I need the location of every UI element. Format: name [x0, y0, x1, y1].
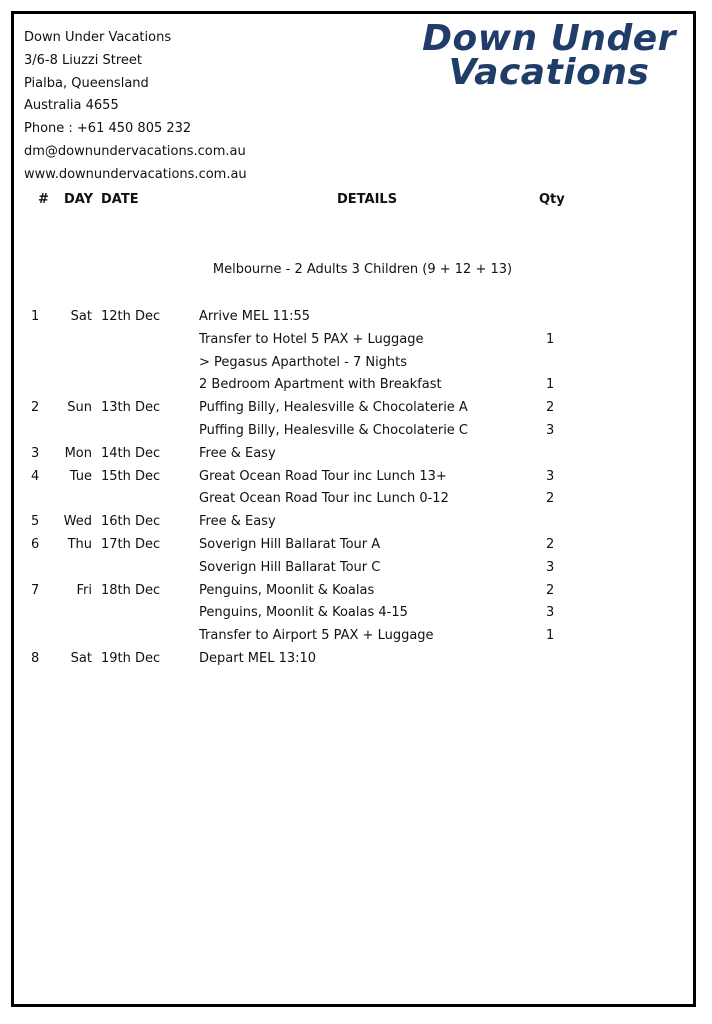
row-day: Tue: [69, 468, 92, 484]
itinerary-row: [0, 352, 712, 375]
itinerary-row: [0, 602, 712, 625]
row-day: Fri: [76, 582, 92, 598]
itinerary-row: [0, 466, 712, 489]
header-day: DAY: [64, 192, 94, 207]
row-details: Depart MEL 13:10: [199, 650, 317, 666]
row-details: Soverign Hill Ballarat Tour C: [199, 559, 381, 575]
itinerary-row: [0, 374, 712, 397]
itinerary-row: [0, 511, 712, 534]
row-date: 12th Dec: [101, 309, 161, 324]
row-date: 16th Dec: [101, 514, 161, 530]
itinerary-row: [0, 625, 712, 648]
company-logo: [408, 18, 690, 93]
itinerary-row: [0, 420, 712, 443]
header-qty: Qty: [539, 192, 565, 207]
row-number: 5: [31, 514, 40, 530]
row-qty: 1: [546, 628, 555, 644]
row-qty: 2: [546, 400, 555, 416]
row-date: 14th Dec: [101, 445, 161, 461]
row-details: Arrive MEL 11:55: [199, 309, 311, 324]
row-date: 17th Dec: [101, 536, 161, 552]
itinerary-row: [0, 557, 712, 580]
row-day: Sat: [70, 309, 92, 324]
address-line: Down Under Vacations: [24, 30, 172, 45]
row-day: Thu: [67, 536, 92, 552]
company-address: [24, 27, 247, 187]
row-details: Free & Easy: [199, 514, 276, 530]
row-qty: 2: [546, 491, 555, 507]
row-details: Great Ocean Road Tour inc Lunch 0-12: [199, 491, 449, 507]
logo-line: Down Under: [422, 18, 676, 59]
header-date: DATE: [101, 192, 139, 207]
itinerary-table: [0, 306, 712, 671]
row-details: > Pegasus Aparthotel - 7 Nights: [199, 354, 408, 370]
address-website: www.downundervacations.com.au: [24, 166, 247, 182]
row-details: Puffing Billy, Healesville & Chocolaterie C: [199, 422, 469, 438]
row-number: 4: [31, 468, 40, 484]
row-day: Mon: [64, 445, 92, 461]
row-qty: 3: [546, 422, 555, 438]
row-details: Puffing Billy, Healesville & Chocolaterie A: [199, 400, 468, 416]
row-qty: 3: [546, 559, 555, 575]
address-line: Australia 4655: [24, 98, 119, 114]
row-qty: 3: [546, 605, 555, 621]
row-details: Great Ocean Road Tour inc Lunch 13+: [199, 468, 447, 484]
address-line: 3/6-8 Liuzzi Street: [24, 52, 143, 68]
header-details: DETAILS: [337, 192, 398, 207]
row-number: 2: [31, 400, 40, 416]
row-qty: 2: [546, 536, 555, 552]
trip-subtitle: Melbourne - 2 Adults 3 Children (9 + 12 + 13): [212, 262, 513, 277]
row-number: 7: [31, 582, 40, 598]
itinerary-row: [0, 648, 712, 671]
row-day: Sun: [67, 400, 92, 416]
row-qty: 1: [546, 331, 555, 347]
row-qty: 2: [546, 582, 555, 598]
itinerary-row: [0, 580, 712, 603]
row-details: Penguins, Moonlit & Koalas: [199, 582, 375, 598]
row-details: Penguins, Moonlit & Koalas 4-15: [199, 605, 408, 621]
address-line: Pialba, Queensland: [24, 75, 149, 91]
row-details: Free & Easy: [199, 445, 276, 461]
row-details: Transfer to Hotel 5 PAX + Luggage: [199, 331, 424, 347]
row-details: Transfer to Airport 5 PAX + Luggage: [199, 628, 434, 644]
row-date: 19th Dec: [101, 650, 161, 666]
row-qty: 3: [546, 468, 555, 484]
itinerary-row: [0, 329, 712, 352]
row-details: Soverign Hill Ballarat Tour A: [199, 536, 381, 552]
row-day: Sat: [70, 650, 92, 666]
address-email: dm@downundervacations.com.au: [24, 143, 246, 159]
row-day: Wed: [63, 514, 92, 530]
row-date: 13th Dec: [101, 400, 161, 416]
itinerary-row: [0, 488, 712, 511]
itinerary-row: [0, 306, 712, 329]
row-number: 8: [31, 650, 40, 666]
row-date: 18th Dec: [101, 582, 161, 598]
address-phone: Phone : +61 450 805 232: [24, 121, 192, 137]
itinerary-row: [0, 443, 712, 466]
row-date: 15th Dec: [101, 468, 161, 484]
itinerary-row: [0, 534, 712, 557]
row-number: 3: [31, 445, 40, 461]
row-number: 6: [31, 536, 40, 552]
row-qty: 1: [546, 377, 555, 393]
row-number: 1: [31, 309, 40, 324]
logo-line: Vacations: [448, 52, 650, 93]
itinerary-row: [0, 397, 712, 420]
row-details: 2 Bedroom Apartment with Breakfast: [199, 377, 442, 393]
header-num: #: [38, 192, 49, 207]
